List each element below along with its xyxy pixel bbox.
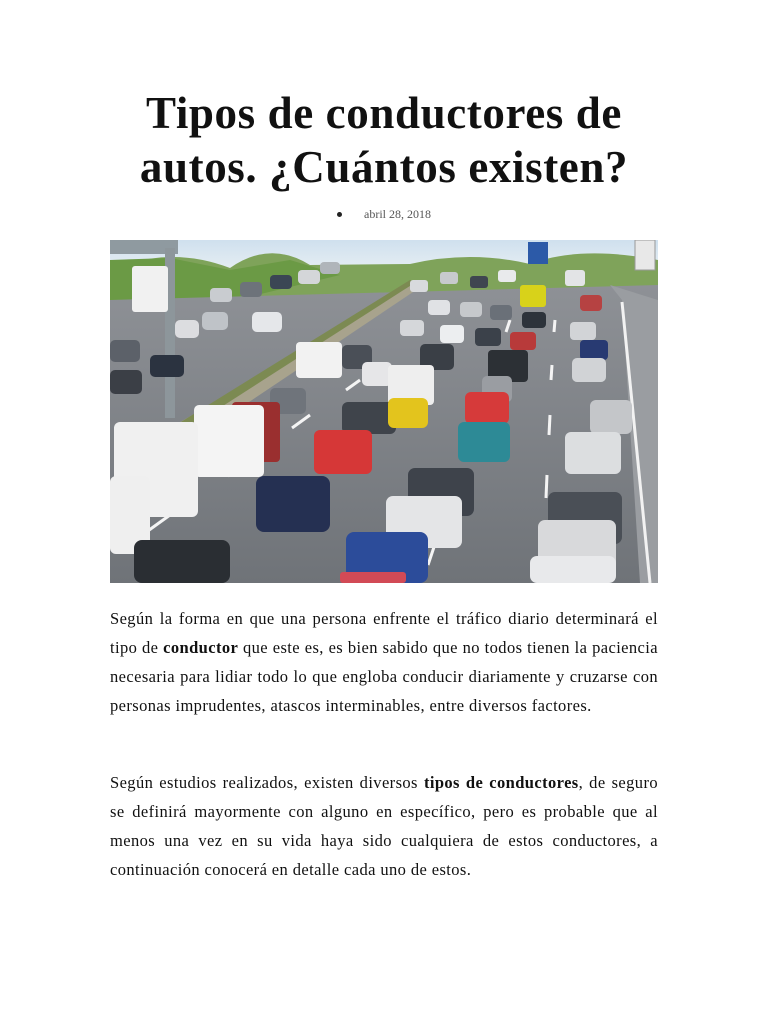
article-date: abril 28, 2018: [364, 207, 431, 221]
paragraph-2: Según estudios realizados, existen diversos tipos de conductores, de seguro se definirá mayormente con alguno en específico, pero es probable que al menos una vez en su vida haya sido cualquiera de estos conductores, a continuación conocerá en detalle cada uno de estos.: [110, 773, 658, 879]
bold-tipos-de-conductores: tipos de conductores: [423, 773, 579, 792]
article-title: Tipos de conductores de autos. ¿Cuántos existen?: [139, 88, 629, 192]
road-sign: [528, 242, 548, 264]
article-meta: [0, 207, 768, 222]
paragraph-1: Según la forma en que una persona enfrente el tráfico diario determinará el tipo de conductor que este es, es bien sabido que no todos tienen la paciencia necesaria para lidiar todo lo que engloba conducir diariamente y cruzarse con personas imprudentes, atascos interminables, entre diversos factores.: [110, 609, 658, 715]
bold-conductor: conductor: [163, 638, 239, 657]
highway-traffic-photo: [110, 240, 658, 583]
bullet-icon: [337, 212, 342, 217]
